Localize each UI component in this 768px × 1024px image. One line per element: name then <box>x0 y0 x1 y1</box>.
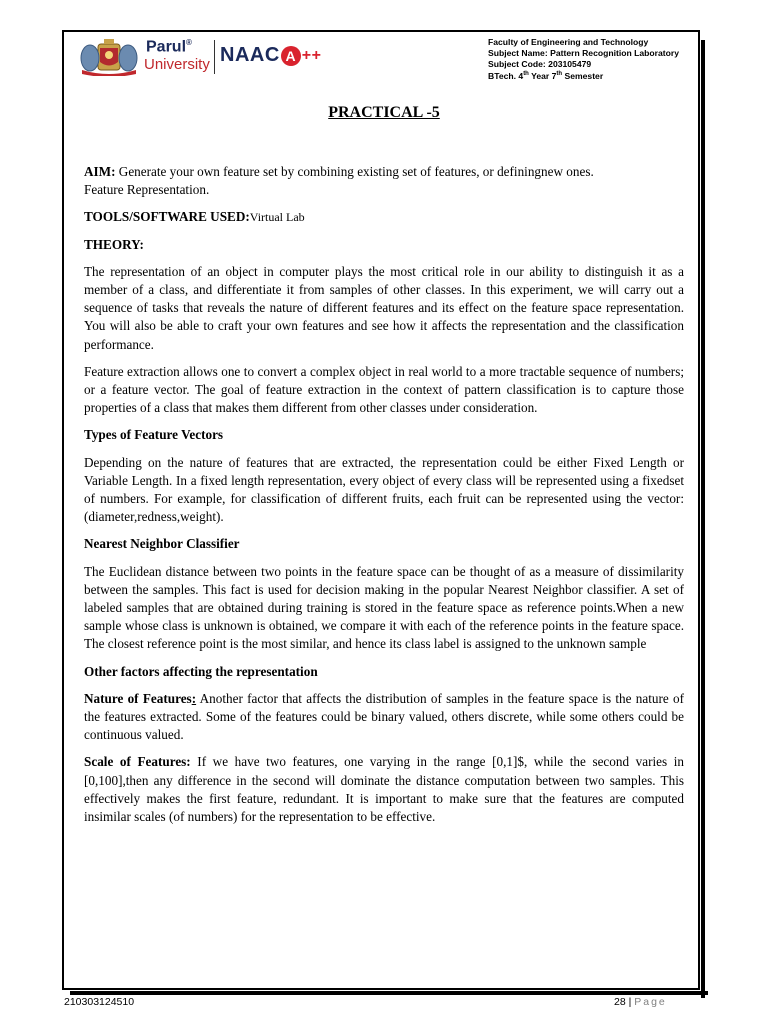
page-header <box>72 36 692 80</box>
tools-paragraph: TOOLS/SOFTWARE USED:Virtual Lab <box>84 209 305 225</box>
theory-heading: THEORY: <box>84 236 144 252</box>
parul-university-logo <box>76 36 322 78</box>
logo-divider <box>214 40 215 74</box>
types-heading: Types of Feature Vectors <box>84 427 224 443</box>
semester-info: BTech. 4th Year 7th Semester <box>488 71 604 82</box>
aim-paragraph: AIM: Generate your own feature set by combining existing set of features, or definingnew ones. Feature Representation. <box>84 164 594 198</box>
faculty-name: Faculty of Engineering and Technology <box>488 37 649 47</box>
page-label: Page <box>634 996 667 1008</box>
practical-title: PRACTICAL -5 <box>328 104 440 121</box>
theory-paragraph-2: Feature extraction allows one to convert a complex object in real world to a more tractable sequence of numbers; or a feature vector. The goal of feature extraction in the context of pattern classification is to capture those properties of a class that makes them different from other classes under consideration. <box>84 363 684 416</box>
scale-paragraph: Scale of Features: If we have two features, one varying in the range [0,1]$, while the second varies in [0,100],then any difference in the second will dominate the distance computation between two samples. This effectively makes the first feature, redundant. It is important to make sure that the features are computed insimilar scales (of numbers) for the representation to be effective. <box>84 754 684 825</box>
course-info <box>488 37 679 82</box>
naac-logo: NAAC A ++ <box>220 44 322 66</box>
naac-grade-badge: A <box>281 46 301 66</box>
nearest-neighbor-heading: Nearest Neighbor Classifier <box>84 536 240 552</box>
university-name: Parul® <box>146 38 192 56</box>
university-subtitle: University <box>144 56 210 73</box>
subject-name: Subject Name: Pattern Recognition Laboratory <box>488 47 680 58</box>
nearest-neighbor-paragraph: The Euclidean distance between two points in the feature space can be thought of as a measure of dissimilarity between the samples. This fact is used for decision making in the popular Nearest Neighbor classifier. A set of labeled samples that are obtained during training is stored in the feature space as reference points.When a new sample whose class is unknown is obtained, we compare it with each of the reference points in the feature space. The closest reference point is the most similar, and hence its class label is assigned to the unknown sample <box>84 563 684 652</box>
theory-paragraph-1: The representation of an object in computer plays the most critical role in our ability to distinguish it as a member of a class, and differentiate it from samples of other classes. In this experiment, we will carry out a sequence of tasks that reveals the nature of different features and its effect on the feature space representation. You will also be able to craft your own features and see how it affects the representation and the classification performance. <box>84 263 684 352</box>
document-body <box>84 163 684 835</box>
nature-paragraph: Nature of Features: Another factor that affects the distribution of samples in the feature space is the nature of the features extracted. Some of the features could be binary valued, others discrete, while some others could be continuous valued. <box>84 690 684 743</box>
other-factors-heading: Other factors affecting the representation <box>84 663 318 679</box>
page-footer: 28 | Page <box>614 996 667 1008</box>
enrollment-number: 210303124510 <box>64 996 135 1008</box>
subject-code: Subject Code: 203105479 <box>488 58 592 69</box>
university-seal-icon <box>78 38 140 76</box>
page-number: 28 <box>614 996 626 1008</box>
types-paragraph: Depending on the nature of features that are extracted, the representation could be either Fixed Length or Variable Length. In a fixed length representation, every object of every class will be represented using a fixedset of numbers. For example, for classification of different fruits, each fruit can be represented using the vector: (diameter,redness,weight). <box>84 454 684 525</box>
